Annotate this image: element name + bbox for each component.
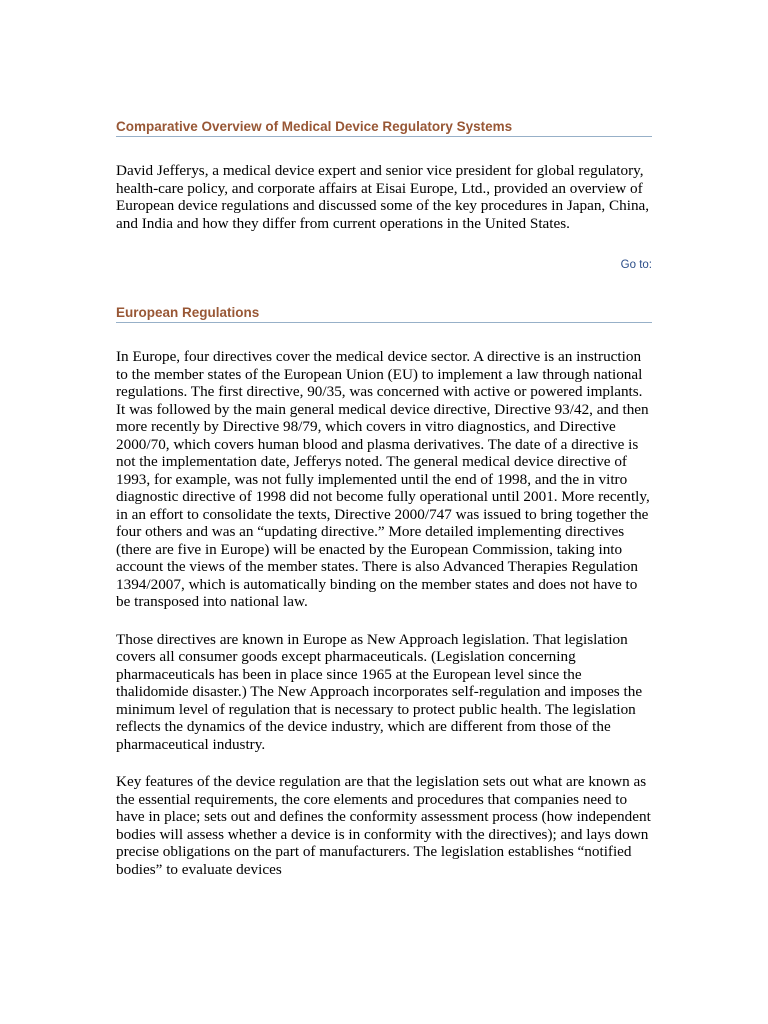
intro-paragraph: David Jefferys, a medical device expert and senior vice president for global regulatory, health-care policy, and corporate affairs at Eisai Europe, Ltd., provided an overview of European device regulations and discussed some of the key procedures in Japan, China, and India and how they differ from current operations in the United States.	[116, 162, 650, 232]
european-paragraph-2: Those directives are known in Europe as New Approach legislation. That legislation covers all consumer goods except pharmaceuticals. (Legislation concerning pharmaceuticals has been in place since 1965 at the European level since the thalidomide disaster.) The New Approach incorporates self-regulation and imposes the minimum level of regulation that is necessary to protect public health. The legislation reflects the dynamics of the device industry, which are different from those of the pharmaceutical industry.	[116, 630, 643, 753]
european-paragraph-1: In Europe, four directives cover the medical device sector. A directive is an instruction to the member states of the European Union (EU) to implement a law through national regulations. The first directive, 90/35, was concerned with active or powered implants. It was followed by the main general medical device directive, Directive 93/42, and then more recently by Directive 98/79, which covers in vitro diagnostics, and Directive 2000/70, which covers human blood and plasma derivatives. The date of a directive is not the implementation date, Jefferys noted. The general medical device directive of 1993, for example, was not fully implemented until the end of 1998, and the in vitro diagnostic directive of 1998 did not become fully operational until 2001. More recently, in an effort to consolidate the texts, Directive 2000/747 was issued to bring together the four others and was an “updating directive.” More detailed implementing directives (there are five in Europe) will be enacted by the European Commission, taking into account the views of the member states. There is also Advanced Therapies Regulation 1394/2007, which is automatically binding on the member states and does not have to be transposed into national law.	[116, 348, 650, 610]
goto-link[interactable]: Go to:	[620, 259, 652, 271]
european-paragraph-3: Key features of the device regulation are that the legislation sets out what are known as the essential requirements, the core elements and procedures that companies need to have in place; sets out and defines the conformity assessment process (how independent bodies will assess whether a device is in conformity with the directives); and lays down precise obligations on the part of manufacturers. The legislation establishes “notified bodies” to evaluate devices	[116, 773, 651, 878]
article-page	[116, 118, 652, 878]
article-title-heading: Comparative Overview of Medical Device Regulatory Systems	[116, 118, 652, 137]
european-regulations-heading: European Regulations	[116, 304, 652, 323]
